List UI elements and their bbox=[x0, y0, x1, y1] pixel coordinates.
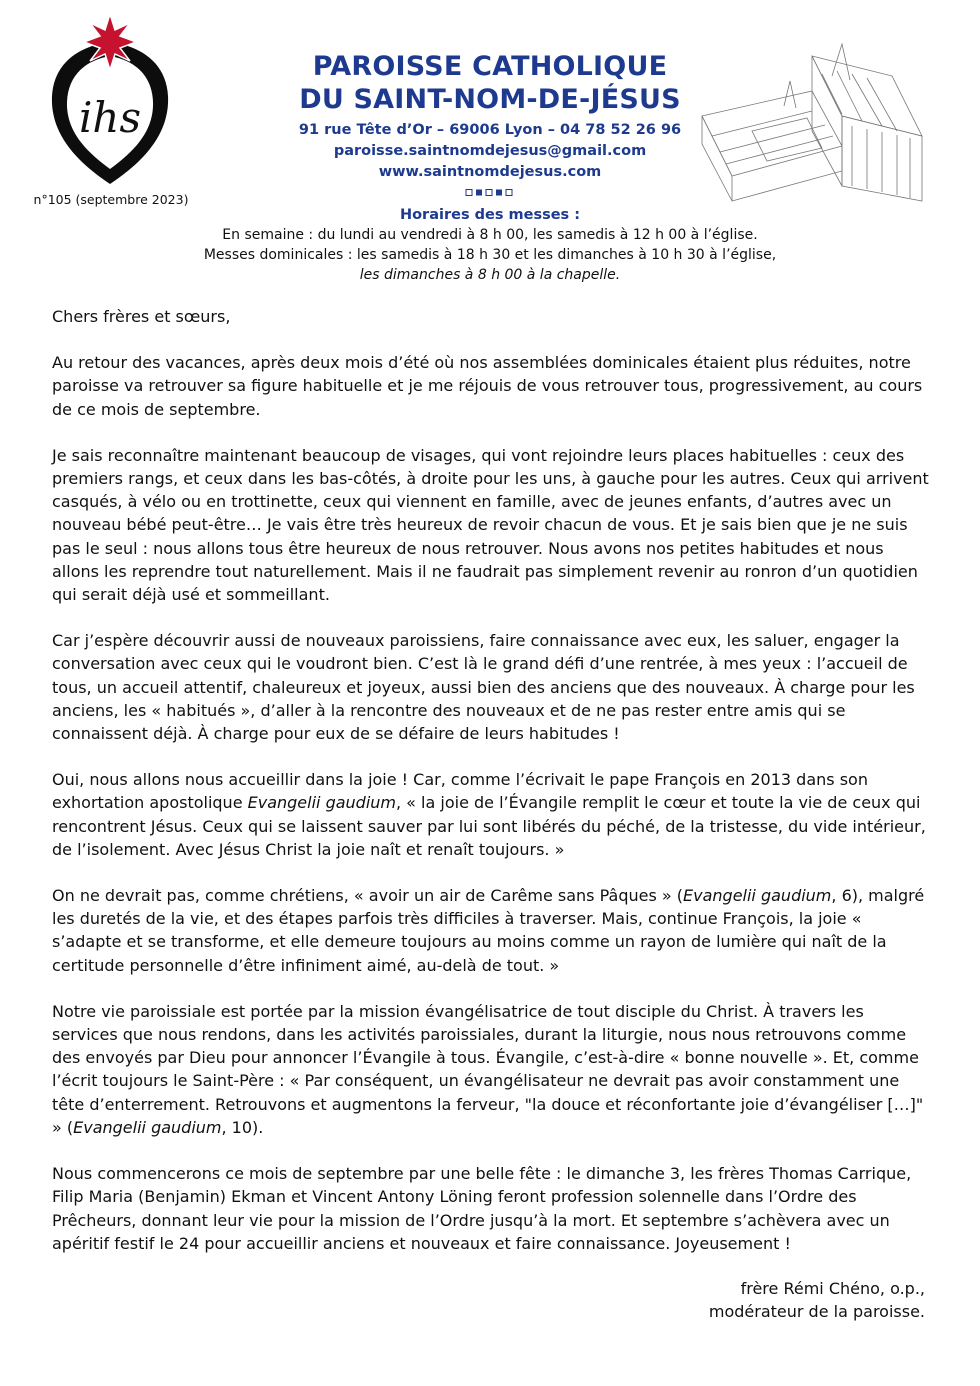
greeting: Chers frères et sœurs, bbox=[52, 307, 231, 326]
paragraph-1: Au retour des vacances, après deux mois d’été où nos assemblées dominicales étaient plus réduites, notre paroisse va retrouver sa figure habituelle et je me réjouis de vous retrouver tous, progressivement, au cours de ce mois de septembre. bbox=[52, 353, 923, 419]
schedule-title: Horaires des messes : bbox=[399, 207, 581, 223]
paragraph-5-text-a: On ne devrait pas, comme chrétiens, « avoir un air de Carême sans Pâques » ( bbox=[52, 886, 684, 906]
paragraph-4-text-a: Oui, nous allons nous accueillir dans la joie ! Car, comme l’écrivait le pape François en 2013 dans son exhortation apostolique bbox=[52, 770, 868, 813]
signature-name: frère Rémi Chéno, o.p., bbox=[740, 1279, 925, 1298]
paragraph-5-text-b: , 6), malgré les duretés de la vie, et des étapes parfois très difficiles à traverser. Mais, continue François, la joie « s’adapte et se transforme, et elle demeure toujours au moins comme un rayon de lumière qui naît de la certitude personnelle d’être infiniment aimé, au-delà de tout. » bbox=[52, 886, 925, 975]
email-link[interactable]: paroisse.saintnomdejesus@gmail.com bbox=[333, 143, 647, 159]
newsletter-header bbox=[0, 0, 980, 300]
parish-title bbox=[250, 50, 730, 116]
signature-role: modérateur de la paroisse. bbox=[708, 1302, 925, 1321]
ornament-divider bbox=[465, 188, 515, 197]
contact-block bbox=[250, 120, 730, 183]
paragraph-2: Je sais reconnaître maintenant beaucoup de visages, qui vont rejoindre leurs places habituelles : ceux des premiers rangs, et ceux dans les bas-côtés, à droite pour les uns, à gauche pour les autres. Ceux qui arrivent casqués, à vélo ou en trottinette, ceux qui viennent en famille, avec de jeunes enfants, d’autres avec un nouveau bébé peut-être… Je vais être très heureux de revoir chacun de vous. Et je sais bien que je ne suis pas le seul : nous allons tous être heureux de nous retrouver. Nous avons nos petites habitudes et nous allons les reprendre tout naturellement. Mais il ne faudrait pas simplement revenir au ronron d’un quotidien qui serait déjà usé et sommeillant. bbox=[52, 445, 929, 605]
ihs-shield-logo bbox=[40, 14, 180, 194]
book-title: Evangelii gaudium bbox=[73, 1117, 222, 1137]
address: 91 rue Tête d’Or – 69006 Lyon – 04 78 52 26 96 bbox=[298, 122, 682, 138]
paragraph-5 bbox=[52, 884, 932, 977]
paragraph-3: Car j’espère découvrir aussi de nouveaux paroissiens, faire connaissance avec eux, les saluer, engager la conversation avec ceux qui le voudront bien. C’est là le grand défi d’une rentrée, à mes yeux : l’accueil de tous, un accueil attentif, chaleureux et joyeux, aussi bien des anciens que des nouveaux. À charge pour les anciens, les « habitués », d’aller à la rencontre des nouveaux et de ne pas rester entre amis qui se connaissent déjà. À charge pour eux de se défaire de leurs habitudes ! bbox=[52, 631, 915, 744]
logo-monogram: ihs bbox=[78, 93, 142, 142]
schedule-chapel: les dimanches à 8 h 00 à la chapelle. bbox=[359, 267, 621, 283]
paragraph-7: Nous commencerons ce mois de septembre par une belle fête : le dimanche 3, les frères Thomas Carrique, Filip Maria (Benjamin) Ekman et Vincent Antony Löning feront profession solennelle dans l’Ordre des Prêcheurs, donnant leur vie pour la mission de l’Ordre jusqu’à la mort. Et septembre s’achèvera avec un apéritif festif le 24 pour accueillir anciens et nouveaux et faire connaissance. Joyeusement ! bbox=[52, 1164, 912, 1253]
church-sketch bbox=[692, 36, 942, 216]
paragraph-4 bbox=[52, 768, 932, 861]
paragraph-6-text-b: , 10). bbox=[221, 1117, 264, 1137]
mass-schedule bbox=[150, 205, 830, 285]
schedule-weekday: En semaine : du lundi au vendredi à 8 h 00, les samedis à 12 h 00 à l’église. bbox=[222, 227, 758, 243]
book-title: Evangelii gaudium bbox=[247, 793, 396, 813]
issue-number: n°105 (septembre 2023) bbox=[33, 192, 189, 207]
paragraph-6 bbox=[52, 1000, 932, 1139]
book-title: Evangelii gaudium bbox=[683, 886, 832, 906]
paragraph-4-text-b: , « la joie de l’Évangile remplit le cœur et toute la vie de ceux qui rencontrent Jésus. Ceux qui se laissent sauver par lui sont libérés du péché, de la tristesse, du vide intérieur, de l’isolement. Avec Jésus Christ la joie naît et renaît toujours. » bbox=[52, 793, 926, 859]
title-line-2: DU SAINT-NOM-DE-JÉSUS bbox=[299, 84, 681, 115]
title-line-1: PAROISSE CATHOLIQUE bbox=[312, 51, 668, 82]
schedule-sunday: Messes dominicales : les samedis à 18 h 30 et les dimanches à 10 h 30 à l’église, bbox=[203, 247, 777, 263]
signature bbox=[600, 1277, 925, 1323]
editorial-letter bbox=[52, 305, 932, 1278]
paragraph-6-text-a: Notre vie paroissiale est portée par la mission évangélisatrice de tout disciple du Christ. À travers les services que nous rendons, dans les activités paroissiales, durant la liturgie, nous nous retrouvons comme des envoyés par Dieu pour annoncer l’Évangile à tous. Évangile, c’est-à-dire « bonne nouvelle ». Et, comme l’écrit toujours le Saint-Père : « Par conséquent, un évangélisateur ne devrait pas avoir constamment une tête d’enterrement. Retrouvons et augmentons la ferveur, "la douce et réconfortante joie d’évangéliser […]" » ( bbox=[52, 1001, 924, 1137]
website-link[interactable]: www.saintnomdejesus.com bbox=[378, 164, 602, 180]
